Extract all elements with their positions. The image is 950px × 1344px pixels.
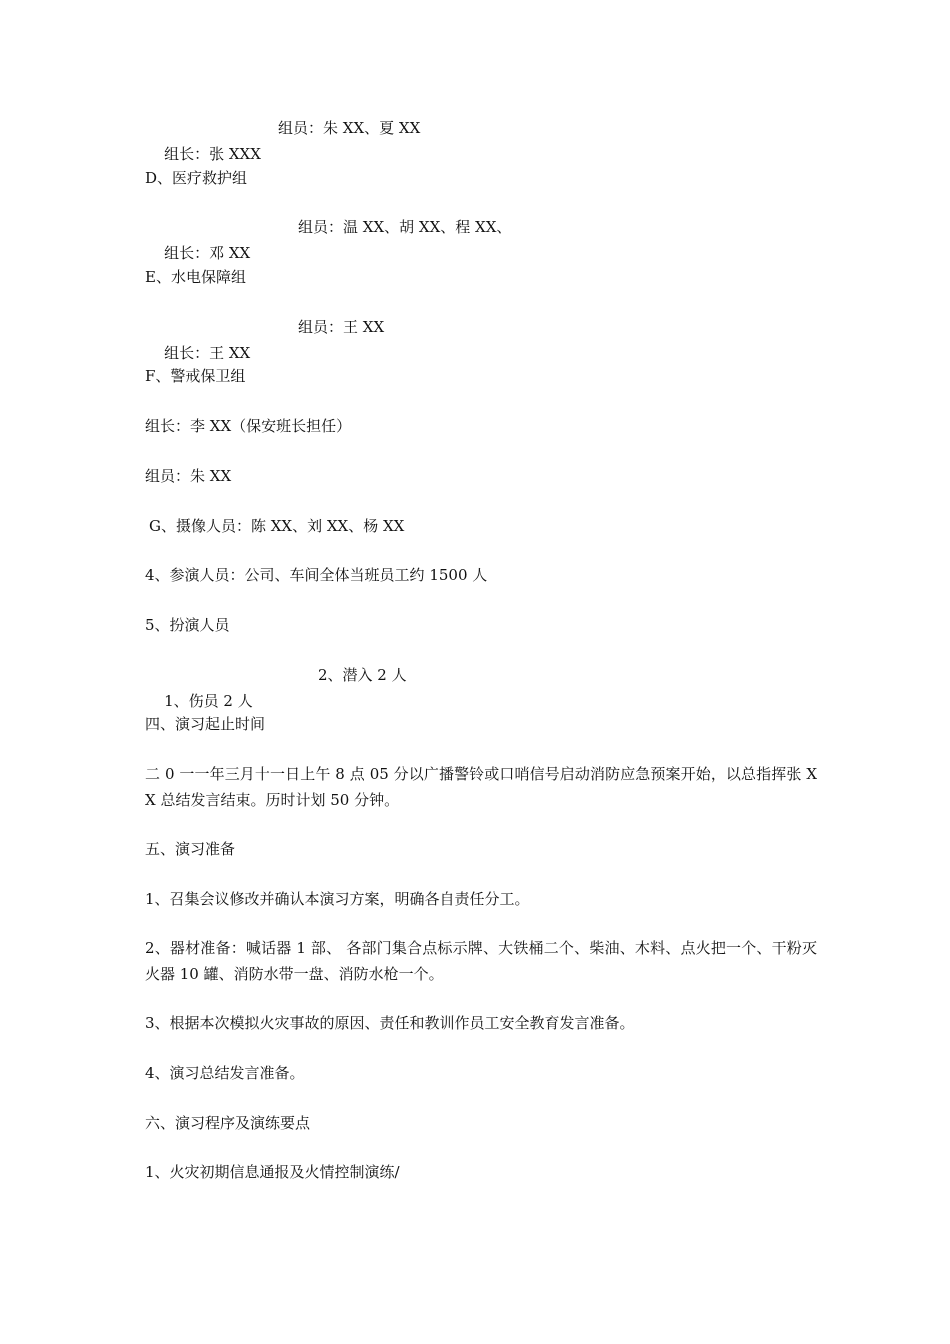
section-4-title: 四、演习起止时间 xyxy=(145,715,266,733)
prep-item-3: 3、根据本次模拟火灾事故的原因、责任和教训作员工安全教育发言准备。 xyxy=(145,1014,635,1032)
group-d-title: D、医疗救护组 xyxy=(145,169,248,187)
group-members: 组员：王 XX xyxy=(298,318,385,336)
prep-item-1: 1、召集会议修改并确认本演习方案，明确各自责任分工。 xyxy=(145,890,530,908)
procedure-step-1: 1、火灾初期信息通报及火情控制演练/ xyxy=(145,1163,400,1181)
item-actors-title: 5、扮演人员 xyxy=(145,616,230,634)
group-members: 组员：朱 XX、夏 XX xyxy=(278,119,421,137)
section-6-title: 六、演习程序及演练要点 xyxy=(145,1114,311,1132)
role-injured: 1、伤员 2 人 xyxy=(164,692,253,710)
group-leader: 组长：张 XXX xyxy=(164,145,261,163)
item-participants: 4、参演人员：公司、车间全体当班员工约 1500 人 xyxy=(145,566,488,584)
prep-item-4: 4、演习总结发言准备。 xyxy=(145,1064,305,1082)
group-e-title: E、水电保障组 xyxy=(145,268,246,286)
group-f-members: 组员：朱 XX xyxy=(145,467,232,485)
group-members: 组员：温 XX、胡 XX、程 XX、 xyxy=(298,218,512,236)
prep-item-2: 2、器材准备：喊话器 1 部、 各部门集合点标示牌、大铁桶二个、柴油、木料、点火把一个、干粉灭火器 10 罐、消防水带一盘、消防水枪一个。 xyxy=(145,939,817,983)
group-g-line: G、摄像人员：陈 XX、刘 XX、杨 XX xyxy=(149,517,405,535)
role-intruder: 2、潜入 2 人 xyxy=(318,666,407,684)
group-leader: 组长：邓 XX xyxy=(164,244,251,262)
group-f-title: F、警戒保卫组 xyxy=(145,367,246,385)
section-5-title: 五、演习准备 xyxy=(145,840,236,858)
group-f-leader: 组长：李 XX（保安班长担任） xyxy=(145,417,352,435)
group-leader: 组长：王 XX xyxy=(164,344,251,362)
section-4-text: 二 0 一一年三月十一日上午 8 点 05 分以广播警铃或口哨信号启动消防应急预案开始，以总指挥张 XX 总结发言结束。历时计划 50 分钟。 xyxy=(145,765,817,809)
